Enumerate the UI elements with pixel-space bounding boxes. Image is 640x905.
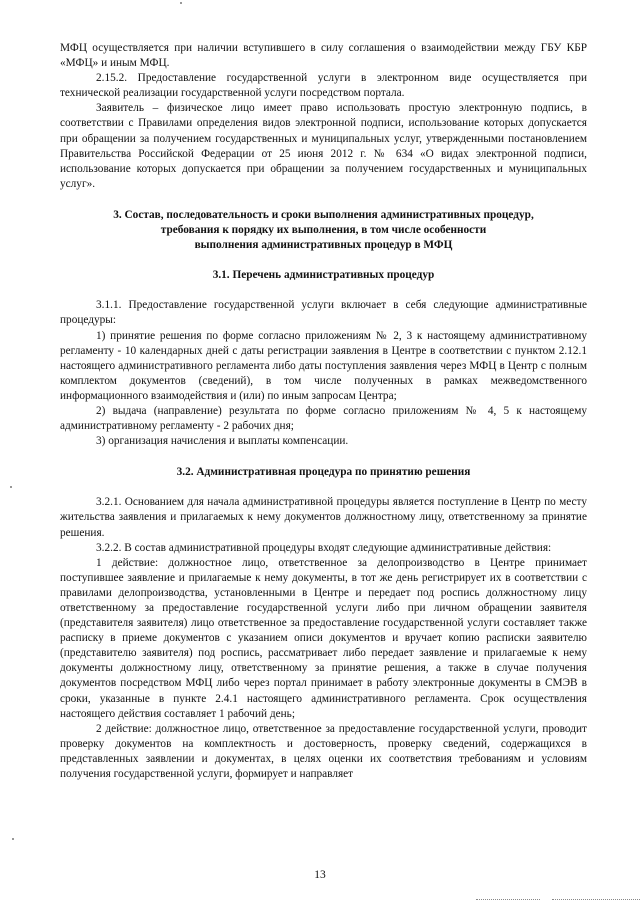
list-item: 3) организация начисления и выплаты компенсации. (96, 435, 349, 448)
scan-speck (180, 2, 182, 4)
list-item: 1) принятие решения по форме согласно приложениям № 2, 3 к настоящему административному регламенту - 10 календарных дней с даты регистрации заявления в Центре в соответствии с пунктом 2.12.1 настоящего административного регламента либо даты поступления заявления через МФЦ в Центр с полным комплектом документов (сведений), в том числе полученных в рамках межведомственного информационного взаимодействия и (или) по иным запросам Центра; (60, 329, 587, 402)
scan-speck (12, 838, 14, 840)
scan-artifact (476, 899, 540, 901)
paragraph: 3.2.2. В состав административной процедуры входят следующие административные действия: (96, 541, 552, 554)
paragraph: Заявитель – физическое лицо имеет право использовать простую электронную подпись, в соответствии с Правилами определения видов электронной подписи, использование которых допускается при обращении за получением государственных и муниципальных услуг, утвержденными постановлением Правительства Российской Федерации от 25 июня 2012 г. № 634 «О видах электронной подписи, использование которых допускается при обращении за получением государственных и муниципальных услуг». (60, 102, 587, 190)
paragraph: 3.2.1. Основанием для начала административной процедуры является поступление в Центр по месту жительства заявления и прилагаемых к нему документов должностному лицу, ответственному за принятие решения. (60, 496, 587, 539)
paragraph: 3.1.1. Предоставление государственной услуги включает в себя следующие административные процедуры: (60, 299, 587, 327)
section-3-heading-line: 3. Состав, последовательность и сроки выполнения административных процедур, (113, 208, 534, 221)
list-item: 2) выдача (направление) результата по форме согласно приложениям № 4, 5 к настоящему административному регламенту - 2 рабочих дня; (60, 404, 587, 433)
paragraph: 1 действие: должностное лицо, ответственное за делопроизводство в Центре принимает поступившее заявление и прилагаемые к нему документы, в тот же день регистрирует их в соответствии с правилами делопроизводства, установленными в Центре и передает под роспись должностному лицу ответственному за предоставление государственной услуги либо при личном обращении заявителя (представителя заявителя) лицо ответственное за предоставление государственной услуги составляет также расписку в приеме документов с указанием описи документов и вручает копию расписки заявителю (представителю заявителя) под роспись, рассматривает либо передает заявление и прилагаемые к нему документы должностному лицу, ответственному за принятие решения, а также в случае получения документов посредством МФЦ либо через портал принимает в работу электронные документы в СМЭВ в сроки, указанные в пункте 2.4.1 настоящего административного регламента. Срок осуществления настоящего действия составляет 1 рабочий день; (60, 556, 587, 720)
scan-speck (10, 486, 12, 488)
section-3-2-heading: 3.2. Административная процедура по принятию решения (176, 466, 471, 479)
paragraph: МФЦ осуществляется при наличии вступившего в силу соглашения о взаимодействии между ГБУ КБР «МФЦ» и иным МФЦ. (60, 42, 587, 70)
section-3-heading (60, 208, 587, 253)
section-3-heading-line: требования к порядку их выполнения, в том числе особенности (160, 224, 487, 237)
paragraph: 2.15.2. Предоставление государственной услуги в электронном виде осуществляется при технической реализации государственной услуги посредством портала. (60, 72, 587, 100)
paragraph: 2 действие: должностное лицо, ответственное за предоставление государственной услуги, проводит проверку документов на комплектность и достоверность, проверку сведений, содержащихся в представленных заявлении и документах, в целях оценки их соответствия требованиям и условиям получения государственной услуги, формирует и направляет (60, 722, 587, 781)
scan-artifact (552, 899, 640, 901)
section-3-1-heading: 3.1. Перечень административных процедур (212, 269, 435, 282)
page-number: 13 (314, 869, 326, 881)
section-3-heading-line: выполнения административных процедур в МФЦ (194, 239, 453, 252)
